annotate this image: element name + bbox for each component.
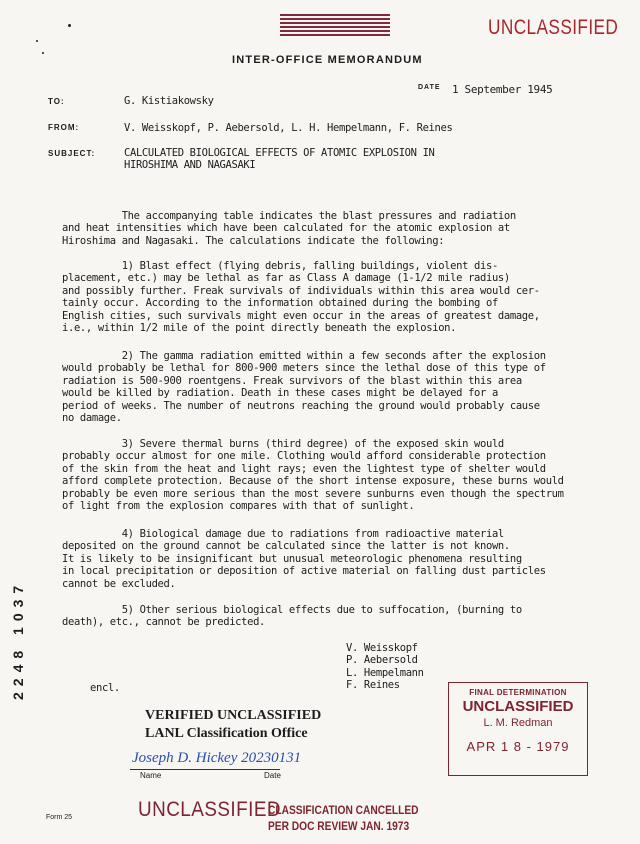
paragraph-4: 4) Biological damage due to radiations from radioactive material deposited on the ground cannot be calculated since the latter is not known. It is likely to be insignificant but unusual meteorologic phenomena resulting in local precipitation or deposition of active material on falling dust particles cannot be excluded. [62, 528, 546, 590]
form-number: Form 25 [46, 814, 73, 821]
final-determination-date: APR 1 8 - 1979 [466, 739, 570, 754]
scan-mark [36, 40, 38, 42]
subject-label: SUBJECT: [48, 149, 96, 158]
verified-name-label: Name [140, 771, 162, 780]
from-label: FROM: [48, 123, 80, 132]
signature-block [346, 642, 424, 692]
verified-signature: Joseph D. Hickey 20230131 [132, 750, 302, 766]
paragraph-3: 3) Severe thermal burns (third degree) of the exposed skin would probably occur almost for one mile. Clothing would afford considerable protection of the skin from the heat and light rays; even the lightest type of shelter would afford complete protection. Because of the short intense exposure, these burns would probably be even more serious than the most severe sunburns even though the spectrum of light from the explosion compares with that of sunlight. [62, 438, 564, 513]
paragraph-2: 2) The gamma radiation emitted within a few seconds after the explosion would probably be lethal for 800-900 meters since the lethal dose of this type of radiation is 500-900 roentgens. Freak survivors of the blast within this area would be killed by radiation. Death in these cases might be delayed for a period of weeks. The number of neutrons reaching the ground would probably cause no damage. [62, 350, 546, 425]
verified-stamp-line-2: LANL Classification Office [145, 726, 308, 741]
paragraph-5: 5) Other serious biological effects due to suffocation, (burning to death), etc., cannot be predicted. [62, 604, 522, 629]
paragraph-1: 1) Blast effect (flying debris, falling buildings, violent dis- placement, etc.) may be lethal as far as Class A damage (1-1/2 mile radius) and possibly further. Freak survivals of individuals within this area would cer- tainly occur. According to the information obtained during the bombing of English cities, such survivals might even occur in the areas of greatest damage, i.e., within 1/2 mile of the point directly beneath the explosion. [62, 260, 540, 335]
footer-unclassified-stamp: UNCLASSIFIED [138, 798, 281, 821]
scan-mark [68, 24, 71, 27]
memo-title: INTER-OFFICE MEMORANDUM [232, 54, 423, 66]
subject-line-1: CALCULATED BIOLOGICAL EFFECTS OF ATOMIC EXPLOSION IN [124, 147, 435, 159]
subject-line-2: HIROSHIMA AND NAGASAKI [124, 159, 256, 171]
verified-stamp-line-1: VERIFIED UNCLASSIFIED [145, 708, 322, 723]
verified-date-label: Date [264, 771, 281, 780]
scan-mark [42, 52, 44, 54]
signatory: L. Hempelmann [346, 666, 424, 679]
to-label: TO: [48, 97, 65, 106]
final-determination-title: FINAL DETERMINATION [469, 688, 567, 697]
final-determination-stamp [448, 682, 588, 776]
final-determination-name: L. M. Redman [483, 717, 553, 729]
signatory: P. Aebersold [346, 654, 418, 667]
from-value: V. Weisskopf, P. Aebersold, L. H. Hempelmann, F. Reines [124, 122, 453, 134]
enclosure-note: encl. [90, 682, 120, 694]
final-determination-status: UNCLASSIFIED [462, 698, 574, 715]
classification-cancelled-line-2: PER DOC REVIEW JAN. 1973 [268, 819, 410, 833]
date-label: DATE [418, 84, 441, 91]
header-stripes [280, 14, 390, 38]
date-value: 1 September 1945 [452, 83, 553, 96]
intro-paragraph: The accompanying table indicates the blast pressures and radiation and heat intensities which have been calculated for the atomic explosion at Hiroshima and Nagasaki. The calculations indicate the following: [62, 210, 516, 247]
classification-cancelled-line-1: CLASSIFICATION CANCELLED [268, 803, 419, 817]
verified-underline [130, 769, 280, 770]
top-unclassified-stamp: UNCLASSIFIED [488, 16, 619, 39]
to-value: G. Kistiakowsky [124, 95, 214, 107]
signatory: F. Reines [346, 679, 400, 692]
side-document-number: 2248 1037 [10, 579, 26, 700]
signatory: V. Weisskopf [346, 642, 418, 654]
